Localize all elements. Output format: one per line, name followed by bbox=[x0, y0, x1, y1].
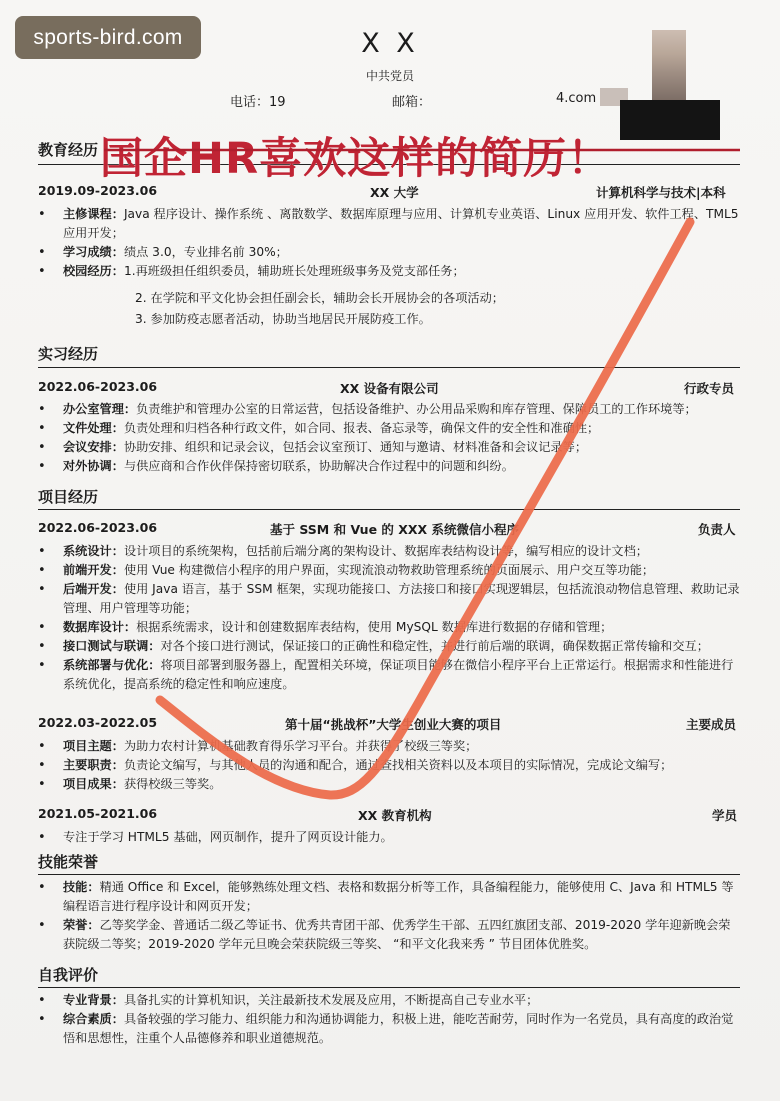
list-item: • 项目成果：获得校级三等奖。 bbox=[38, 775, 740, 794]
list-item: • 主要职责：负责论文编写，与其他人员的沟通和配合，通过查找相关资料以及本项目的实际情况，完成论文编写； bbox=[38, 756, 740, 775]
internship-role: 行政专员 bbox=[684, 381, 735, 396]
campus-experience-3: 3. 参加防疫志愿者活动，协助当地居民开展防疫工作。 bbox=[135, 312, 431, 326]
project-name: XX 教育机构 bbox=[358, 808, 432, 823]
project-role: 负责人 bbox=[698, 522, 736, 537]
project-name: 基于 SSM 和 Vue 的 XXX 系统微信小程序 bbox=[270, 522, 520, 537]
project-date: 2022.03-2022.05 bbox=[38, 715, 158, 730]
campus-experience-2: 2. 在学院和平文化协会担任副会长，辅助会长开展协会的各项活动； bbox=[135, 291, 504, 305]
list-item: • 文件处理：负责处理和归档各种行政文件，如合同、报表、备忘录等，确保文件的安全性和准确性； bbox=[38, 419, 740, 438]
list-item: • 主修课程：Java 程序设计、操作系统 、离散数学、数据库原理与应用、计算机专业英语、Linux 应用开发、软件工程、TML5 应用开发； bbox=[38, 205, 740, 243]
phone: 电话：19 bbox=[230, 95, 286, 110]
company-name: XX 设备有限公司 bbox=[340, 381, 439, 396]
list-item: • 专业背景：具备扎实的计算机知识，关注最新技术发展及应用，不断提高自己专业水平； bbox=[38, 991, 740, 1010]
list-item: • 系统设计：设计项目的系统架构，包括前后端分离的架构设计、数据库表结构设计等，编写相应的设计文档； bbox=[38, 542, 740, 561]
political-status: 中共党员 bbox=[365, 69, 414, 83]
email-suffix: 4.com bbox=[556, 91, 597, 106]
list-item: • 综合素质：具备较强的学习能力、组织能力和沟通协调能力，积极上进，能吃苦耐劳，同时作为一名党员，具有高度的政治觉悟和思想性，注重个人品德修养和职业道德规范。 bbox=[38, 1010, 740, 1048]
checkmark-stroke bbox=[160, 222, 690, 795]
project-date: 2022.06-2023.06 bbox=[38, 520, 158, 535]
section-title-projects: 项目经历 bbox=[38, 488, 99, 506]
list-item: • 校园经历：1.再班级担任组织委员，辅助班长处理班级事务及党支部任务； bbox=[38, 262, 740, 281]
watermark: sports-bird.com bbox=[15, 16, 201, 59]
education-date: 2019.09-2023.06 bbox=[38, 183, 158, 198]
list-item: • 荣誉：乙等奖学金、普通话二级乙等证书、优秀共青团干部、优秀学生干部、五四红旗团支部、2019-2020 学年迎新晚会荣获院级二等奖；2019-2020 学年元旦晚会荣获院级三等奖、 “和平文化我来秀 ” 节目团体优胜奖。 bbox=[38, 916, 740, 954]
section-title-self-evaluation: 自我评价 bbox=[38, 966, 99, 984]
list-item: • 接口测试与联调：对各个接口进行测试，保证接口的正确性和稳定性，并进行前后端的联调，确保数据正常传输和交互； bbox=[38, 637, 740, 656]
list-item: • 项目主题：为助力农村计算机基础教育得乐学习平台。并获得了校级三等奖； bbox=[38, 737, 740, 756]
email-label: 邮箱： bbox=[392, 95, 432, 110]
list-item: • 系统部署与优化：将项目部署到服务器上，配置相关环境，保证项目能够在微信小程序平台上正常运行。根据需求和性能进行系统优化，提高系统的稳定性和响应速度。 bbox=[38, 656, 740, 694]
section-title-skills: 技能荣誉 bbox=[38, 853, 99, 871]
project-role: 主要成员 bbox=[686, 717, 737, 732]
resume-name: X X bbox=[361, 28, 419, 59]
list-item: • 专注于学习 HTML5 基础，网页制作，提升了网页设计能力。 bbox=[38, 828, 740, 847]
list-item: • 办公室管理：负责维护和管理办公室的日常运营，包括设备维护、办公用品采购和库存管理、保障员工的工作环境等； bbox=[38, 400, 740, 419]
list-item: • 后端开发：使用 Java 语言，基于 SSM 框架，实现功能接口、方法接口和接口实现逻辑层，包括流浪动物信息管理、救助记录管理、用户管理等功能； bbox=[38, 580, 740, 618]
list-item: • 对外协调：与供应商和合作伙伴保持密切联系，协助解决合作过程中的问题和纠纷。 bbox=[38, 457, 740, 476]
section-title-internship: 实习经历 bbox=[38, 345, 99, 363]
section-title-education: 教育经历 bbox=[38, 141, 99, 159]
project-date: 2021.05-2021.06 bbox=[38, 806, 158, 821]
list-item: • 学习成绩：绩点 3.0，专业排名前 30%； bbox=[38, 243, 740, 262]
list-item: • 技能：精通 Office 和 Excel，能够熟练处理文档、表格和数据分析等工作，具备编程能力，能够使用 C、Java 和 HTML5 等编程语言进行程序设计和网页开发； bbox=[38, 878, 740, 916]
school-name: XX 大学 bbox=[370, 185, 419, 200]
project-role: 学员 bbox=[712, 808, 738, 823]
major: 计算机科学与技术|本科 bbox=[596, 185, 726, 200]
list-item: • 会议安排：协助安排、组织和记录会议，包括会议室预订、通知与邀请、材料准备和会议记录等； bbox=[38, 438, 740, 457]
list-item: • 数据库设计：根据系统需求，设计和创建数据库表结构，使用 MySQL 数据库进行数据的存储和管理； bbox=[38, 618, 740, 637]
internship-date: 2022.06-2023.06 bbox=[38, 379, 158, 394]
headline-stamp: 国企HR喜欢这样的简历！ bbox=[100, 134, 612, 184]
project-name: 第十届“挑战杯”大学生创业大赛的项目 bbox=[285, 717, 502, 732]
list-item: • 前端开发：使用 Vue 构建微信小程序的用户界面，实现流浪动物救助管理系统的页面展示、用户交互等功能； bbox=[38, 561, 740, 580]
